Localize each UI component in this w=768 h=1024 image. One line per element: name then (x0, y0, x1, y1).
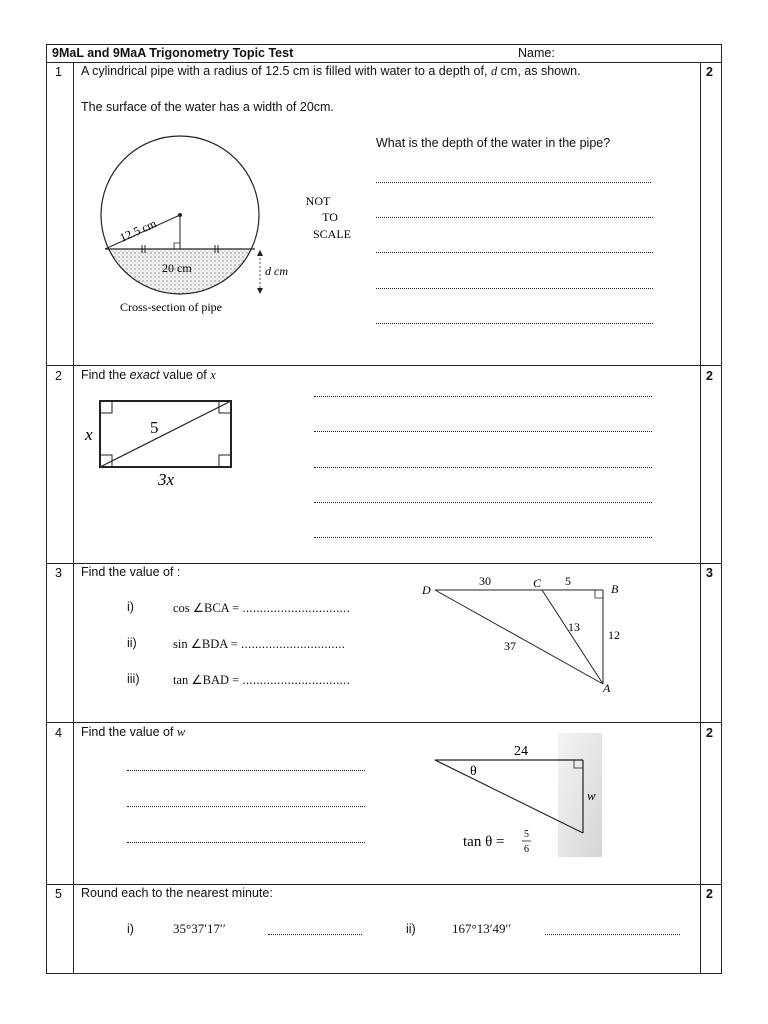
question-number: 1 (55, 65, 62, 79)
part-label: ii) (127, 636, 137, 650)
row-divider (46, 563, 722, 564)
vertex-A: A (603, 681, 611, 695)
right-angle-mark (174, 243, 180, 249)
answer-line[interactable] (314, 467, 652, 468)
answer-line[interactable] (314, 431, 652, 432)
answer-blank[interactable]: ............................... (242, 673, 350, 687)
tan-denominator: 6 (524, 844, 529, 855)
line-DA (435, 590, 603, 684)
table-border-top (46, 44, 722, 45)
right-angle-mark (219, 455, 231, 467)
answer-line[interactable] (545, 934, 680, 935)
header-divider (46, 62, 722, 63)
side-CB-label: 5 (565, 574, 571, 588)
answer-line[interactable] (314, 396, 652, 397)
table-border-left (46, 44, 47, 974)
question-marks: 2 (706, 65, 713, 79)
width-label: 20 cm (162, 261, 192, 275)
answer-line[interactable] (127, 770, 365, 771)
question-number: 4 (55, 726, 62, 740)
part-label: i) (127, 922, 134, 936)
variable-d: d (490, 64, 498, 78)
question-5-text: Round each to the nearest minute: (81, 886, 273, 900)
question-text: A cylindrical pipe with a radius of 12.5 cm is filled with water to a depth of, (81, 64, 491, 78)
answer-line[interactable] (376, 182, 651, 183)
right-angle-mark (595, 590, 603, 598)
question-2-text (81, 368, 216, 383)
question-marks: 2 (706, 887, 713, 901)
angle-value: 35°37′17′′ (173, 921, 226, 936)
tan-numerator: 5 (524, 829, 529, 840)
diagonal-label: 5 (150, 418, 159, 437)
diagram-caption: Cross-section of pipe (120, 300, 222, 314)
not-to-scale-note: TO (322, 210, 338, 224)
table-divider-marks (700, 62, 701, 974)
question-marks: 2 (706, 369, 713, 383)
table-divider-number (73, 62, 74, 974)
tan-expression: tan θ = (463, 834, 505, 850)
vertex-B: B (611, 582, 619, 596)
question-text: cm, as shown. (497, 64, 581, 78)
question-3-text: Find the value of : (81, 565, 181, 579)
question-marks: 2 (706, 726, 713, 740)
answer-line[interactable] (127, 806, 365, 807)
side-BA-label: 12 (608, 628, 620, 642)
answer-line[interactable] (268, 934, 362, 935)
part-label: iii) (127, 672, 140, 686)
question-number: 3 (55, 566, 62, 580)
row-divider (46, 884, 722, 885)
answer-line[interactable] (376, 217, 653, 218)
arrow-head (257, 250, 263, 256)
question-number: 5 (55, 887, 62, 901)
answer-line[interactable] (314, 502, 652, 503)
side-w-label: w (587, 788, 596, 803)
diagonal-line (100, 401, 231, 467)
triangle-w-diagram (430, 733, 605, 861)
answer-blank[interactable]: ............................... (242, 601, 350, 615)
part-expression (173, 636, 345, 652)
rectangle-diagram (80, 393, 250, 493)
side-DA-label: 37 (504, 639, 516, 653)
variable-w: w (176, 725, 186, 739)
question-1-line2: The surface of the water has a width of 20cm. (81, 100, 334, 114)
question-1-text (81, 64, 581, 79)
row-divider (46, 722, 722, 723)
part-expression (173, 600, 350, 616)
table-border-right (721, 44, 722, 974)
vertex-C: C (533, 576, 542, 590)
base-label: 3x (158, 470, 175, 489)
question-text: Find the value of (81, 725, 177, 739)
top-side-label: 24 (514, 744, 528, 759)
trig-expression: cos ∠BCA = (173, 601, 243, 615)
emphasis-text: exact (129, 368, 160, 382)
angle-value: 167°13′49′′ (452, 921, 512, 936)
angle-label: θ (470, 764, 477, 779)
question-number: 2 (55, 369, 62, 383)
triangle-diagram (415, 570, 635, 700)
pipe-diagram (90, 132, 360, 322)
right-angle-mark (100, 455, 112, 467)
side-DC-label: 30 (479, 574, 491, 588)
name-label: Name: (518, 46, 555, 60)
answer-line[interactable] (376, 288, 653, 289)
part-expression (173, 672, 350, 688)
variable-x: x (210, 368, 216, 382)
question-1-prompt: What is the depth of the water in the pipe? (376, 136, 611, 150)
trig-expression: tan ∠BAD = (173, 673, 243, 687)
row-divider (46, 365, 722, 366)
answer-line[interactable] (376, 252, 653, 253)
question-marks: 3 (706, 566, 713, 580)
table-border-bottom (46, 973, 722, 974)
part-label: i) (127, 600, 134, 614)
trig-expression: sin ∠BDA = (173, 637, 241, 651)
question-text: Find the (81, 368, 130, 382)
part-label: ii) (406, 922, 416, 936)
answer-line[interactable] (314, 537, 652, 538)
test-title: 9MaL and 9MaA Trigonometry Topic Test (52, 46, 294, 60)
arrow-head (257, 288, 263, 294)
depth-label: d cm (265, 264, 288, 278)
not-to-scale-note: SCALE (312, 227, 352, 241)
answer-line[interactable] (127, 842, 365, 843)
right-angle-mark (219, 401, 231, 413)
radius-label: 12.5 cm (117, 216, 159, 245)
vertex-D: D (422, 583, 431, 597)
right-angle-mark (100, 401, 112, 413)
question-4-text (81, 725, 185, 740)
not-to-scale-note: NOT (305, 194, 331, 208)
line-CA (542, 590, 603, 684)
centre-point (178, 213, 182, 217)
answer-blank[interactable]: .............................. (240, 637, 346, 651)
side-label: x (85, 425, 93, 444)
side-CA-label: 13 (568, 620, 580, 634)
question-text: value of (159, 368, 211, 382)
answer-line[interactable] (376, 323, 653, 324)
